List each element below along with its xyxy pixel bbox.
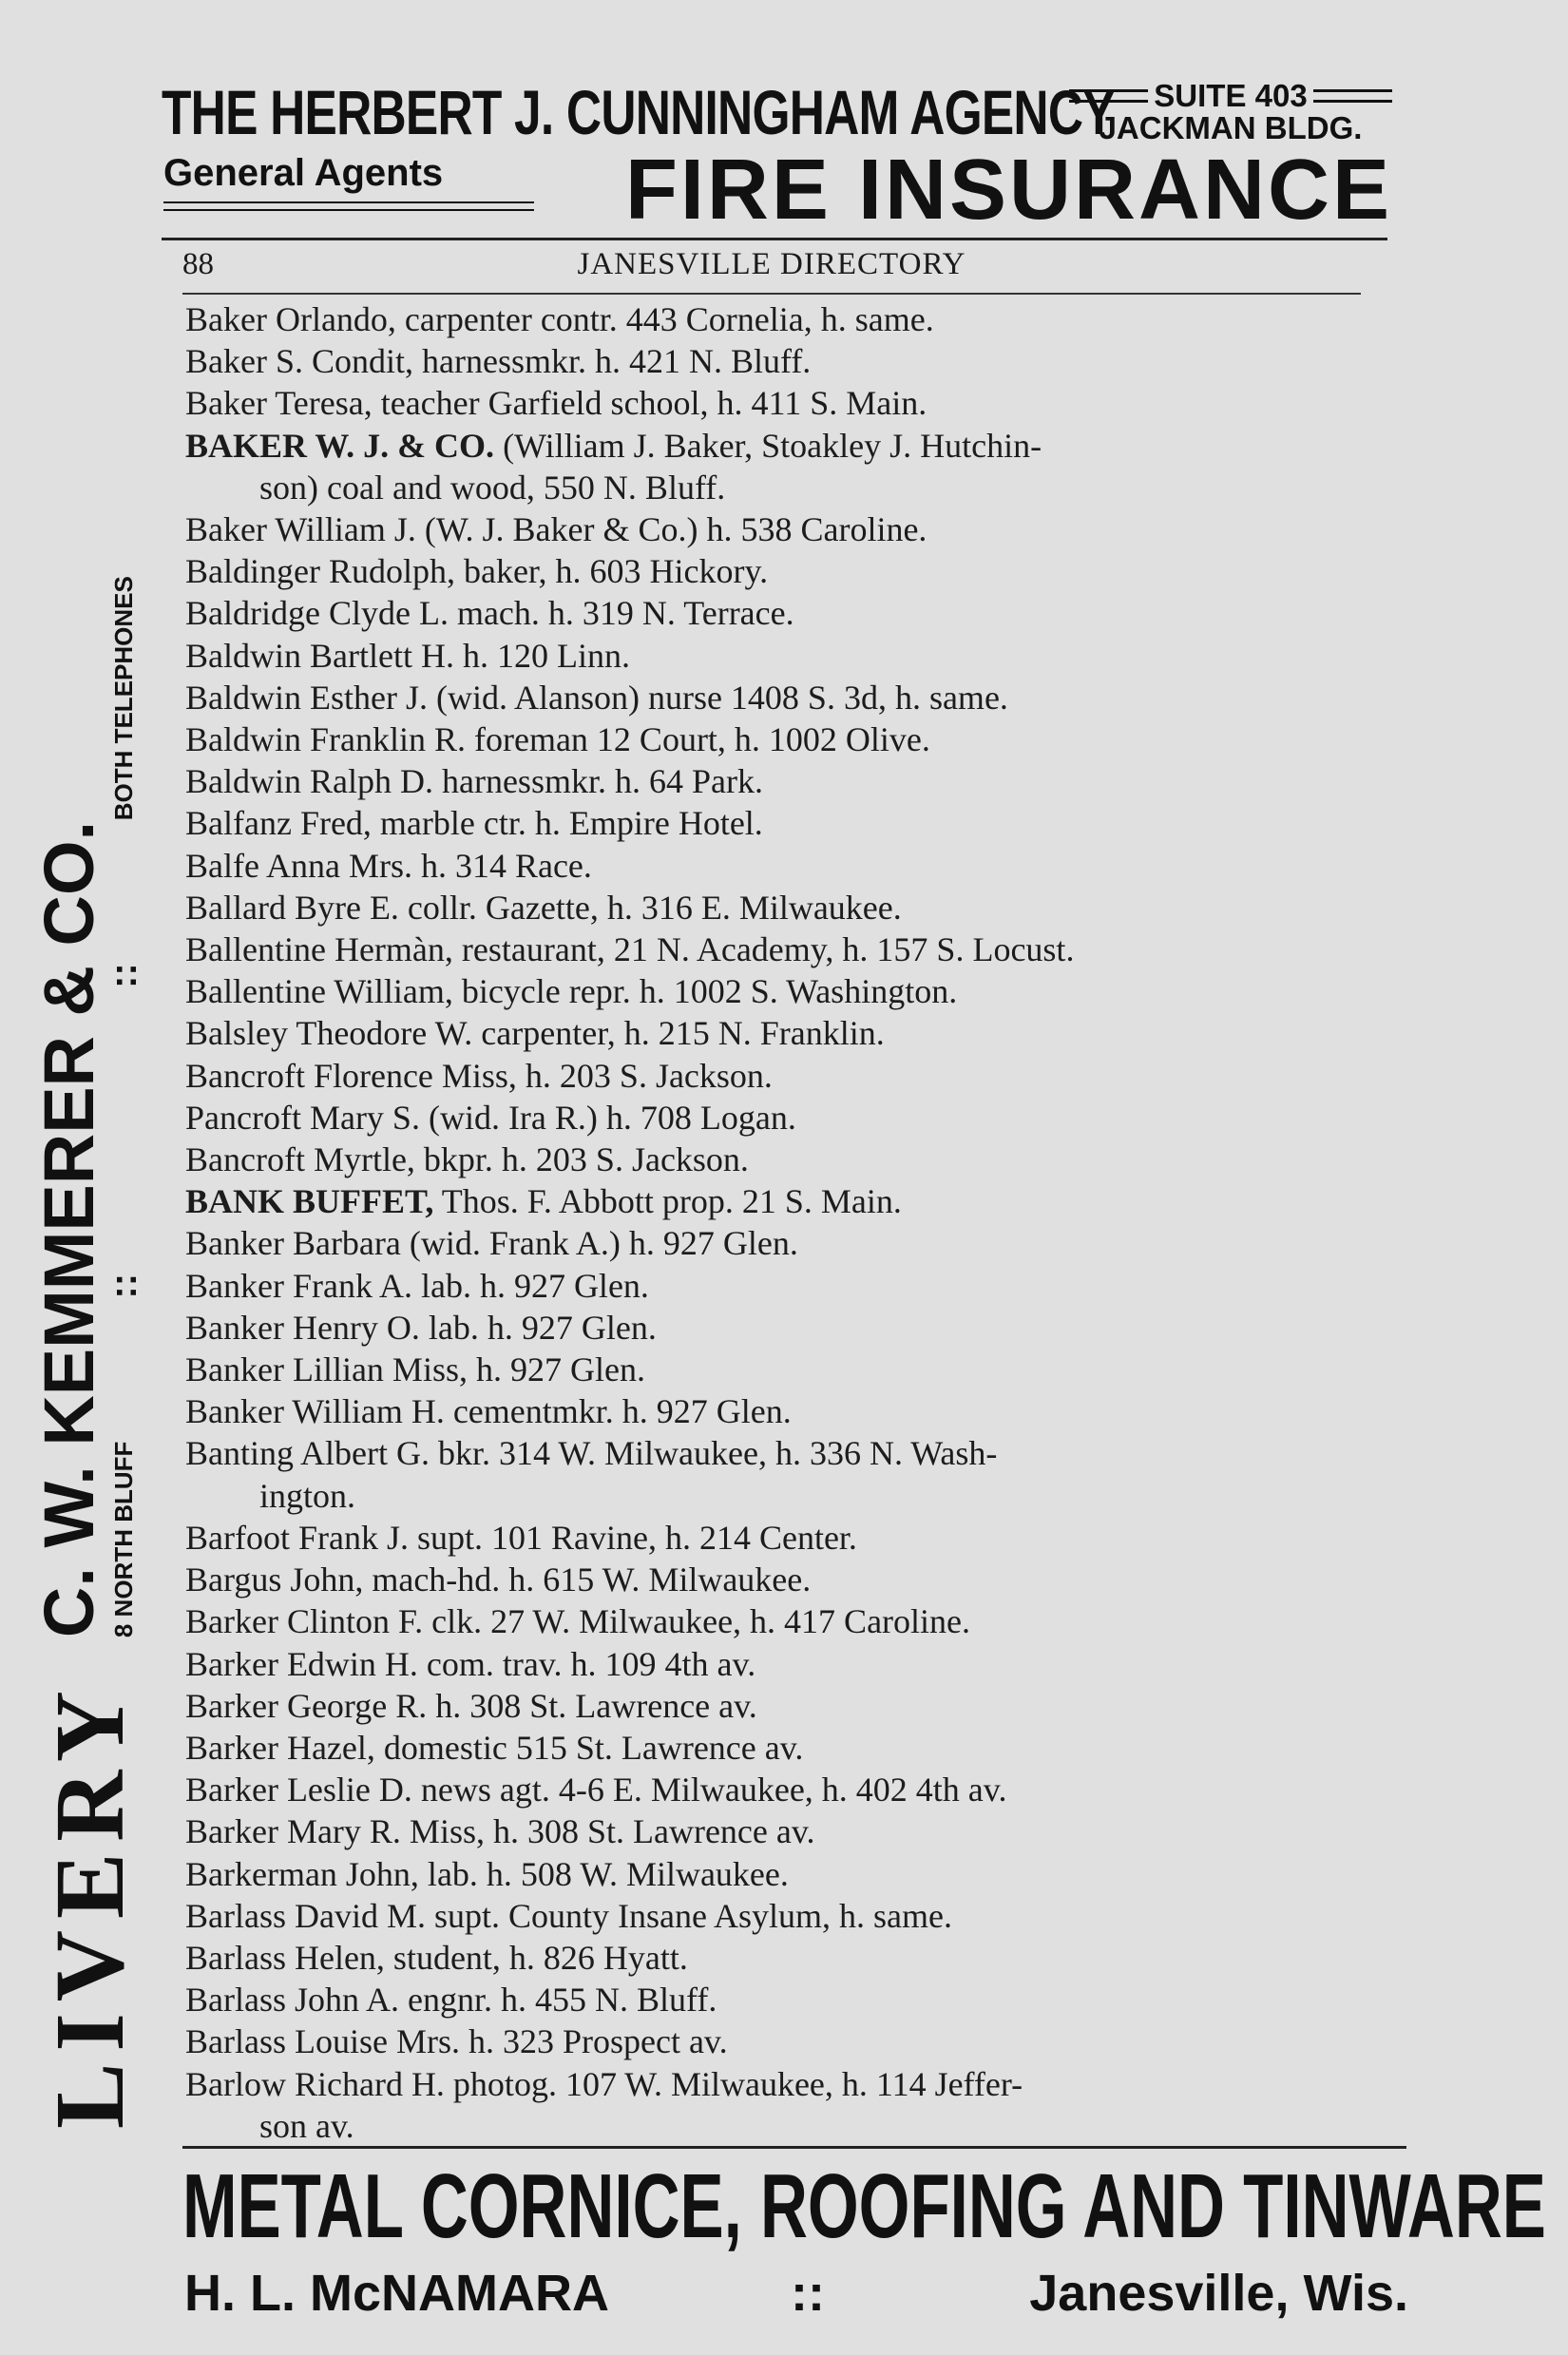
directory-entry xyxy=(185,970,1392,1012)
entry-text: son av. xyxy=(259,2106,354,2145)
directory-entries xyxy=(185,298,1392,2147)
directory-entry xyxy=(185,1643,1392,1685)
entry-bold-name: BANK BUFFET, xyxy=(185,1182,434,1221)
entry-text: Balsley Theodore W. carpenter, h. 215 N. Franklin. xyxy=(185,1014,885,1053)
entry-bold-name: BAKER W. J. & CO. xyxy=(185,426,495,465)
entry-text: Balfe Anna Mrs. h. 314 Race. xyxy=(185,846,592,885)
entry-text: Barlass David M. supt. County Insane Asylum, h. same. xyxy=(185,1896,952,1935)
directory-entry xyxy=(185,1349,1392,1390)
directory-entry xyxy=(185,1055,1392,1097)
entry-text: Barker Leslie D. news agt. 4-6 E. Milwaukee, h. 402 4th av. xyxy=(185,1771,1007,1809)
entry-text: Baker William J. (W. J. Baker & Co.) h. 538 Caroline. xyxy=(185,510,927,549)
directory-entry xyxy=(185,1222,1392,1264)
directory-header xyxy=(182,245,1361,295)
livery-address: 8 NORTH BLUFF xyxy=(109,1441,138,1638)
directory-entry xyxy=(185,1180,1392,1222)
livery-headline: LIVERY xyxy=(35,1679,144,2129)
advertiser-city: Janesville, Wis. xyxy=(1029,2265,1408,2322)
page-number: 88 xyxy=(182,247,214,281)
entry-text: Barlass John A. engnr. h. 455 N. Bluff. xyxy=(185,1981,717,2020)
directory-entry xyxy=(185,635,1392,677)
directory-entry xyxy=(185,1600,1392,1642)
side-advertisement xyxy=(29,266,144,2167)
directory-entry xyxy=(185,340,1392,382)
entry-text: Barker George R. h. 308 St. Lawrence av. xyxy=(185,1686,757,1725)
general-agents-label: General Agents xyxy=(163,152,444,194)
directory-entry xyxy=(185,1517,1392,1559)
entry-text: Banker Henry O. lab. h. 927 Glen. xyxy=(185,1308,657,1347)
metal-cornice-headline: METAL CORNICE, ROOFING AND TINWARE xyxy=(182,2155,1546,2257)
entry-text: Ballentine William, bicycle repr. h. 1002 S. Washington. xyxy=(185,972,958,1011)
directory-entry xyxy=(185,592,1392,634)
directory-entry xyxy=(185,1979,1392,2020)
directory-entry xyxy=(185,802,1392,844)
entry-text: Bancroft Myrtle, bkpr. h. 203 S. Jackson. xyxy=(185,1140,749,1179)
suite-rule-left xyxy=(1069,89,1148,103)
directory-entry xyxy=(185,845,1392,887)
entry-text: Baldwin Franklin R. foreman 12 Court, h. 1002 Olive. xyxy=(185,720,930,759)
entry-text: Barkerman John, lab. h. 508 W. Milwaukee. xyxy=(185,1854,789,1893)
fire-insurance-headline: FIRE INSURANCE xyxy=(624,143,1392,238)
directory-entry xyxy=(185,1810,1392,1852)
top-advertisement xyxy=(162,76,1392,238)
livery-separator: :: xyxy=(102,1273,144,1299)
directory-entry xyxy=(185,1139,1392,1180)
general-agents-underline xyxy=(163,201,534,211)
entry-text: Banker William H. cementmkr. h. 927 Glen. xyxy=(185,1392,792,1431)
directory-entry xyxy=(185,425,1392,467)
entry-text: Barfoot Frank J. supt. 101 Ravine, h. 214 Center. xyxy=(185,1518,857,1557)
suite-number: SUITE 403 xyxy=(1154,78,1308,113)
entry-text: Ballard Byre E. collr. Gazette, h. 316 E. Milwaukee. xyxy=(185,888,902,927)
directory-entry xyxy=(185,1769,1392,1810)
entry-text: Banting Albert G. bkr. 314 W. Milwaukee, h. 336 N. Wash- xyxy=(185,1434,998,1473)
entry-text: Baldridge Clyde L. mach. h. 319 N. Terrace. xyxy=(185,594,794,633)
advertiser-separator: :: xyxy=(791,2265,825,2322)
entry-text: Bancroft Florence Miss, h. 203 S. Jackson. xyxy=(185,1056,773,1095)
entry-text: Thos. F. Abbott prop. 21 S. Main. xyxy=(433,1182,902,1221)
directory-entry xyxy=(185,1853,1392,1895)
directory-entry xyxy=(185,508,1392,550)
directory-entry xyxy=(185,2020,1392,2062)
directory-entry xyxy=(185,550,1392,592)
entry-text: Baldwin Ralph D. harnessmkr. h. 64 Park. xyxy=(185,762,763,801)
directory-entry xyxy=(185,1307,1392,1349)
entry-text: Baldwin Bartlett H. h. 120 Linn. xyxy=(185,636,630,675)
entry-text: Barker Edwin H. com. trav. h. 109 4th av. xyxy=(185,1644,756,1683)
directory-entry xyxy=(185,887,1392,929)
directory-entry xyxy=(185,1895,1392,1937)
suite-address xyxy=(1069,80,1392,144)
building-name: JACKMAN BLDG. xyxy=(1099,110,1363,145)
entry-text: Barlass Helen, student, h. 826 Hyatt. xyxy=(185,1938,688,1977)
entry-text: ington. xyxy=(259,1476,356,1515)
livery-separator-2: :: xyxy=(102,963,144,988)
bottom-divider xyxy=(182,2146,1406,2149)
directory-entry xyxy=(185,677,1392,718)
entry-text: Balfanz Fred, marble ctr. h. Empire Hotel. xyxy=(185,804,763,843)
entry-text: Baker Teresa, teacher Garfield school, h. 411 S. Main. xyxy=(185,384,927,423)
directory-entry-continuation xyxy=(185,467,1392,508)
directory-entry xyxy=(185,1390,1392,1432)
directory-entry xyxy=(185,2063,1392,2105)
entry-text: Baldinger Rudolph, baker, h. 603 Hickory. xyxy=(185,552,769,591)
entry-text: Barker Clinton F. clk. 27 W. Milwaukee, h. 417 Caroline. xyxy=(185,1602,971,1641)
directory-entry xyxy=(185,1685,1392,1727)
agency-name: THE HERBERT J. CUNNINGHAM AGENCY xyxy=(162,77,1115,147)
livery-company-name: C. W. KEMMERER & CO. xyxy=(29,820,108,1638)
entry-text: Baker Orlando, carpenter contr. 443 Cornelia, h. same. xyxy=(185,300,934,338)
advertiser-name: H. L. McNAMARA xyxy=(184,2265,609,2322)
directory-entry xyxy=(185,1727,1392,1769)
top-divider xyxy=(162,238,1387,240)
directory-entry xyxy=(185,1432,1392,1474)
entry-text: Baldwin Esther J. (wid. Alanson) nurse 1408 S. 3d, h. same. xyxy=(185,678,1008,717)
entry-text: Bargus John, mach-hd. h. 615 W. Milwaukee. xyxy=(185,1560,812,1599)
entry-text: (William J. Baker, Stoakley J. Hutchin- xyxy=(494,426,1042,465)
directory-entry-continuation xyxy=(185,2105,1392,2147)
bottom-advertisement xyxy=(182,2155,1546,2328)
entry-text: Banker Barbara (wid. Frank A.) h. 927 Glen. xyxy=(185,1224,798,1263)
suite-rule-right xyxy=(1313,89,1392,103)
directory-entry xyxy=(185,382,1392,424)
entry-text: Barlass Louise Mrs. h. 323 Prospect av. xyxy=(185,2022,728,2061)
directory-entry xyxy=(185,1012,1392,1054)
entry-text: Barker Hazel, domestic 515 St. Lawrence av. xyxy=(185,1728,804,1767)
directory-entry xyxy=(185,1559,1392,1600)
entry-text: Baker S. Condit, harnessmkr. h. 421 N. Bluff. xyxy=(185,342,812,381)
entry-text: son) coal and wood, 550 N. Bluff. xyxy=(259,468,726,507)
entry-text: Pancroft Mary S. (wid. Ira R.) h. 708 Logan. xyxy=(185,1098,796,1137)
directory-entry xyxy=(185,1097,1392,1139)
entry-text: Ballentine Hermàn, restaurant, 21 N. Academy, h. 157 S. Locust. xyxy=(185,930,1075,969)
entry-text: Banker Lillian Miss, h. 927 Glen. xyxy=(185,1350,645,1389)
entry-text: Banker Frank A. lab. h. 927 Glen. xyxy=(185,1266,649,1305)
directory-entry xyxy=(185,760,1392,802)
directory-entry xyxy=(185,718,1392,760)
entry-text: Barker Mary R. Miss, h. 308 St. Lawrence av. xyxy=(185,1812,815,1851)
running-head: JANESVILLE DIRECTORY xyxy=(577,247,966,281)
livery-phones: BOTH TELEPHONES xyxy=(109,576,138,821)
directory-entry-continuation xyxy=(185,1475,1392,1517)
entry-text: Barlow Richard H. photog. 107 W. Milwaukee, h. 114 Jeffer- xyxy=(185,2064,1023,2103)
directory-entry xyxy=(185,929,1392,970)
directory-entry xyxy=(185,298,1392,340)
directory-entry xyxy=(185,1265,1392,1307)
directory-entry xyxy=(185,1937,1392,1979)
